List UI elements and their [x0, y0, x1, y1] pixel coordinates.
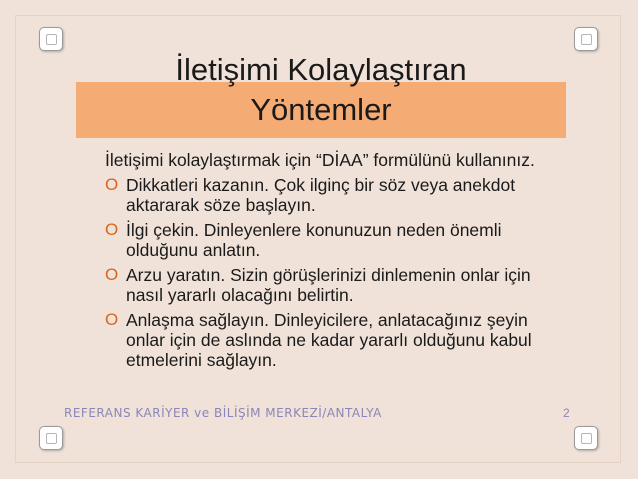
slide-body: [105, 150, 545, 375]
slide-title-line-1: İletişimi Kolaylaştıran: [175, 52, 467, 87]
bullet-marker-icon: O: [105, 310, 119, 329]
slide-title-line-2: Yöntemler: [250, 92, 392, 127]
bullet-item: [105, 265, 545, 305]
bullet-marker-icon: O: [105, 175, 119, 194]
bullet-text: Arzu yaratın. Sizin görüşlerinizi dinlemenin onlar için nasıl yararlı olacağını belirtin.: [126, 265, 531, 305]
bullet-item: [105, 175, 545, 215]
corner-ornament-icon: [39, 27, 63, 51]
slide-title: [76, 50, 566, 130]
bullet-text: Dikkatleri kazanın. Çok ilginç bir söz veya anekdot aktararak söze başlayın.: [126, 175, 516, 215]
bullet-text: İlgi çekin. Dinleyenlere konunuzun neden önemli olduğunu anlatın.: [126, 220, 502, 260]
corner-ornament-icon: [574, 27, 598, 51]
bullet-text: Anlaşma sağlayın. Dinleyicilere, anlatacağınız şeyin onlar için de aslında ne kadar yararlı olduğunu kabul etmelerini sağlayın.: [126, 310, 532, 370]
bullet-marker-icon: O: [105, 220, 119, 239]
bullet-item: [105, 310, 545, 370]
corner-ornament-icon: [39, 426, 63, 450]
footer-text: REFERANS KARİYER ve BİLİŞİM MERKEZİ/ANTALYA: [64, 406, 382, 420]
page-number: 2: [563, 406, 570, 420]
bullet-item: [105, 220, 545, 260]
corner-ornament-icon: [574, 426, 598, 450]
bullet-marker-icon: O: [105, 265, 119, 284]
intro-text: İletişimi kolaylaştırmak için “DİAA” formülünü kullanınız.: [105, 150, 535, 170]
